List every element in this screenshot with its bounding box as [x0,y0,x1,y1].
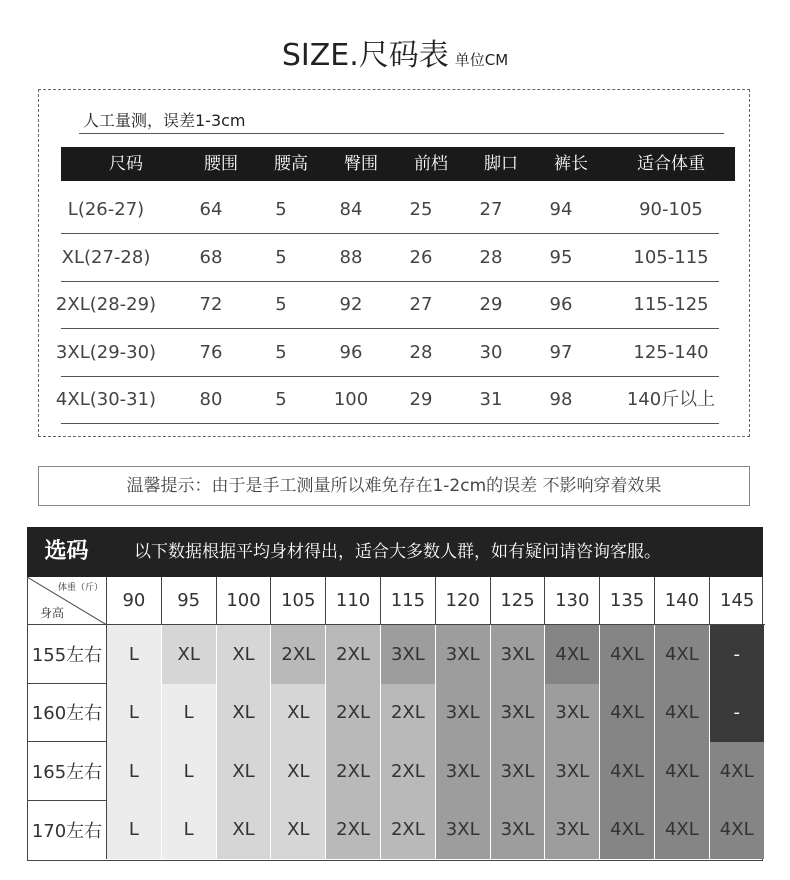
size-recommendation-cell: 2XL [326,742,381,801]
weight-header-cell: 135 [600,577,655,625]
size-recommendation-cell: 3XL [491,742,546,801]
size-recommendation-cell: XL [271,684,326,743]
size-header-cell: 臀围 [344,154,378,174]
size-recommendation-cell: - [710,625,765,684]
size-table-cell: 4XL(30-31) [55,389,157,410]
size-recommendation-cell: 4XL [600,742,655,801]
weight-header-cell: 100 [217,577,272,625]
size-table-cell: 95 [549,246,573,268]
size-table-cell: 105-115 [633,246,709,268]
size-recommendation-cell: 4XL [600,625,655,684]
height-row-label: 165左右 [28,742,107,801]
size-picker-label: 选码 [44,539,89,564]
size-recommendation-cell: 4XL [655,625,710,684]
size-table-row [61,187,719,234]
size-table-cell: 27 [479,199,503,220]
size-table-cell: 3XL(29-30) [55,341,157,363]
grid-corner [28,577,107,625]
size-recommendation-cell: L [107,742,162,801]
height-row-label: 160左右 [28,684,107,743]
weight-header-cell: 120 [436,577,491,625]
size-recommendation-cell: 4XL [545,625,600,684]
size-table-cell: 30 [479,341,503,363]
size-table-cell: 98 [549,389,573,410]
size-table-cell: 90-105 [639,199,703,220]
size-recommendation-cell: 2XL [381,801,436,860]
weight-header-cell: 130 [545,577,600,625]
size-header-cell: 腰围 [204,154,238,174]
height-row-label: 155左右 [28,625,107,684]
size-table-cell: 88 [339,246,363,268]
size-table-cell: 27 [409,294,433,315]
size-table-cell: 31 [479,389,503,410]
size-table-cell: XL(27-28) [61,246,151,268]
weight-header-cell: 125 [491,577,546,625]
size-chart-box [38,89,750,437]
size-table-cell: L(26-27) [67,199,145,220]
size-table-cell: 25 [409,199,433,220]
size-header-cell: 前档 [414,154,448,174]
size-recommendation-cell: L [162,684,217,743]
size-table-cell: 76 [199,341,223,363]
size-recommendation-cell: 3XL [491,625,546,684]
size-recommendation-cell: XL [271,742,326,801]
size-recommendation-cell: 4XL [600,684,655,743]
tip-notice: 温馨提示：由于是手工测量所以难免存在1-2cm的误差 不影响穿着效果 [38,466,750,506]
size-recommendation-cell: XL [271,801,326,860]
weight-header-cell: 105 [271,577,326,625]
size-recommendation-cell: 4XL [710,742,765,801]
size-header-cell: 脚口 [484,154,518,174]
weight-header-cell: 115 [381,577,436,625]
size-table-cell: 100 [333,389,369,410]
size-table-cell: 125-140 [633,341,709,363]
size-recommendation-cell: 2XL [381,742,436,801]
measurement-note: 人工量测，误差1-3cm [83,111,246,130]
size-recommendation-cell: XL [217,625,272,684]
size-header-cell: 尺码 [109,154,143,174]
size-recommendation-cell: 4XL [600,801,655,860]
size-table-cell: 84 [339,199,363,220]
size-recommendation-cell: 2XL [326,801,381,860]
divider [79,133,724,134]
size-recommendation-cell: XL [217,742,272,801]
size-picker-grid [27,577,763,861]
size-table-row [55,377,719,424]
size-recommendation-cell: L [107,801,162,860]
size-table-cell: 140斤以上 [626,389,716,410]
size-recommendation-cell: 2XL [326,684,381,743]
size-recommendation-cell: L [162,742,217,801]
size-recommendation-cell: 3XL [436,801,491,860]
size-table-header [61,147,735,181]
size-table-cell: 92 [339,294,363,315]
size-table-row [55,282,719,329]
size-table-cell: 5 [275,246,287,268]
size-table-cell: 80 [199,389,223,410]
size-table-cell: 96 [549,294,573,315]
size-recommendation-cell: 3XL [436,625,491,684]
size-table-cell: 97 [549,341,573,363]
size-header-cell: 裤长 [554,154,588,174]
size-recommendation-cell: L [107,684,162,743]
weight-header-cell: 140 [655,577,710,625]
size-recommendation-cell: 3XL [545,684,600,743]
size-table-cell: 26 [409,246,433,268]
size-recommendation-cell: 4XL [655,801,710,860]
corner-height-label: 身高 [40,606,65,620]
size-table-cell: 2XL(28-29) [55,294,157,315]
size-table-cell: 68 [199,246,223,268]
size-recommendation-cell: L [107,625,162,684]
weight-header-cell: 145 [710,577,765,625]
size-table-cell: 5 [275,199,287,220]
size-table-cell: 115-125 [633,294,709,315]
size-table-cell: 72 [199,294,223,315]
page-title [0,30,790,74]
size-recommendation-cell: 3XL [545,801,600,860]
size-recommendation-cell: 2XL [381,684,436,743]
height-row-label: 170左右 [28,801,107,860]
size-recommendation-cell: L [162,801,217,860]
weight-header-cell: 95 [162,577,217,625]
title-text: SIZE.尺码表 [281,38,449,73]
size-table-cell: 96 [339,341,363,363]
weight-header-cell: 110 [326,577,381,625]
size-recommendation-cell: 2XL [271,625,326,684]
size-recommendation-cell: 4XL [655,742,710,801]
size-recommendation-cell: 4XL [710,801,765,860]
size-picker-description: 以下数据根据平均身材得出，适合大多数人群，如有疑问请咨询客服。 [134,542,661,562]
size-table-cell: 94 [549,199,573,220]
size-recommendation-cell: XL [217,801,272,860]
size-recommendation-cell: - [710,684,765,743]
size-table-cell: 29 [409,389,433,410]
size-table-cell: 5 [275,294,287,315]
size-table-row [61,235,719,282]
size-table-cell: 28 [409,341,433,363]
size-recommendation-cell: 3XL [545,742,600,801]
size-table-cell: 64 [199,199,223,220]
size-picker-header [27,527,763,577]
unit-label: 单位CM [454,51,509,69]
size-recommendation-cell: XL [162,625,217,684]
size-recommendation-cell: 3XL [491,801,546,860]
size-header-cell: 腰高 [274,154,308,174]
size-header-cell: 适合体重 [637,154,705,174]
size-table-row [55,330,719,377]
size-table-cell: 29 [479,294,503,315]
weight-header-cell: 90 [107,577,162,625]
size-recommendation-cell: 3XL [381,625,436,684]
size-recommendation-cell: 4XL [655,684,710,743]
corner-weight-label: 体重（斤） [57,583,103,593]
size-recommendation-cell: 3XL [491,684,546,743]
size-recommendation-cell: 3XL [436,742,491,801]
size-table-cell: 5 [275,389,287,410]
size-recommendation-cell: XL [217,684,272,743]
size-table-cell: 28 [479,246,503,268]
size-recommendation-cell: 3XL [436,684,491,743]
size-table-cell: 5 [275,341,287,363]
size-recommendation-cell: 2XL [326,625,381,684]
